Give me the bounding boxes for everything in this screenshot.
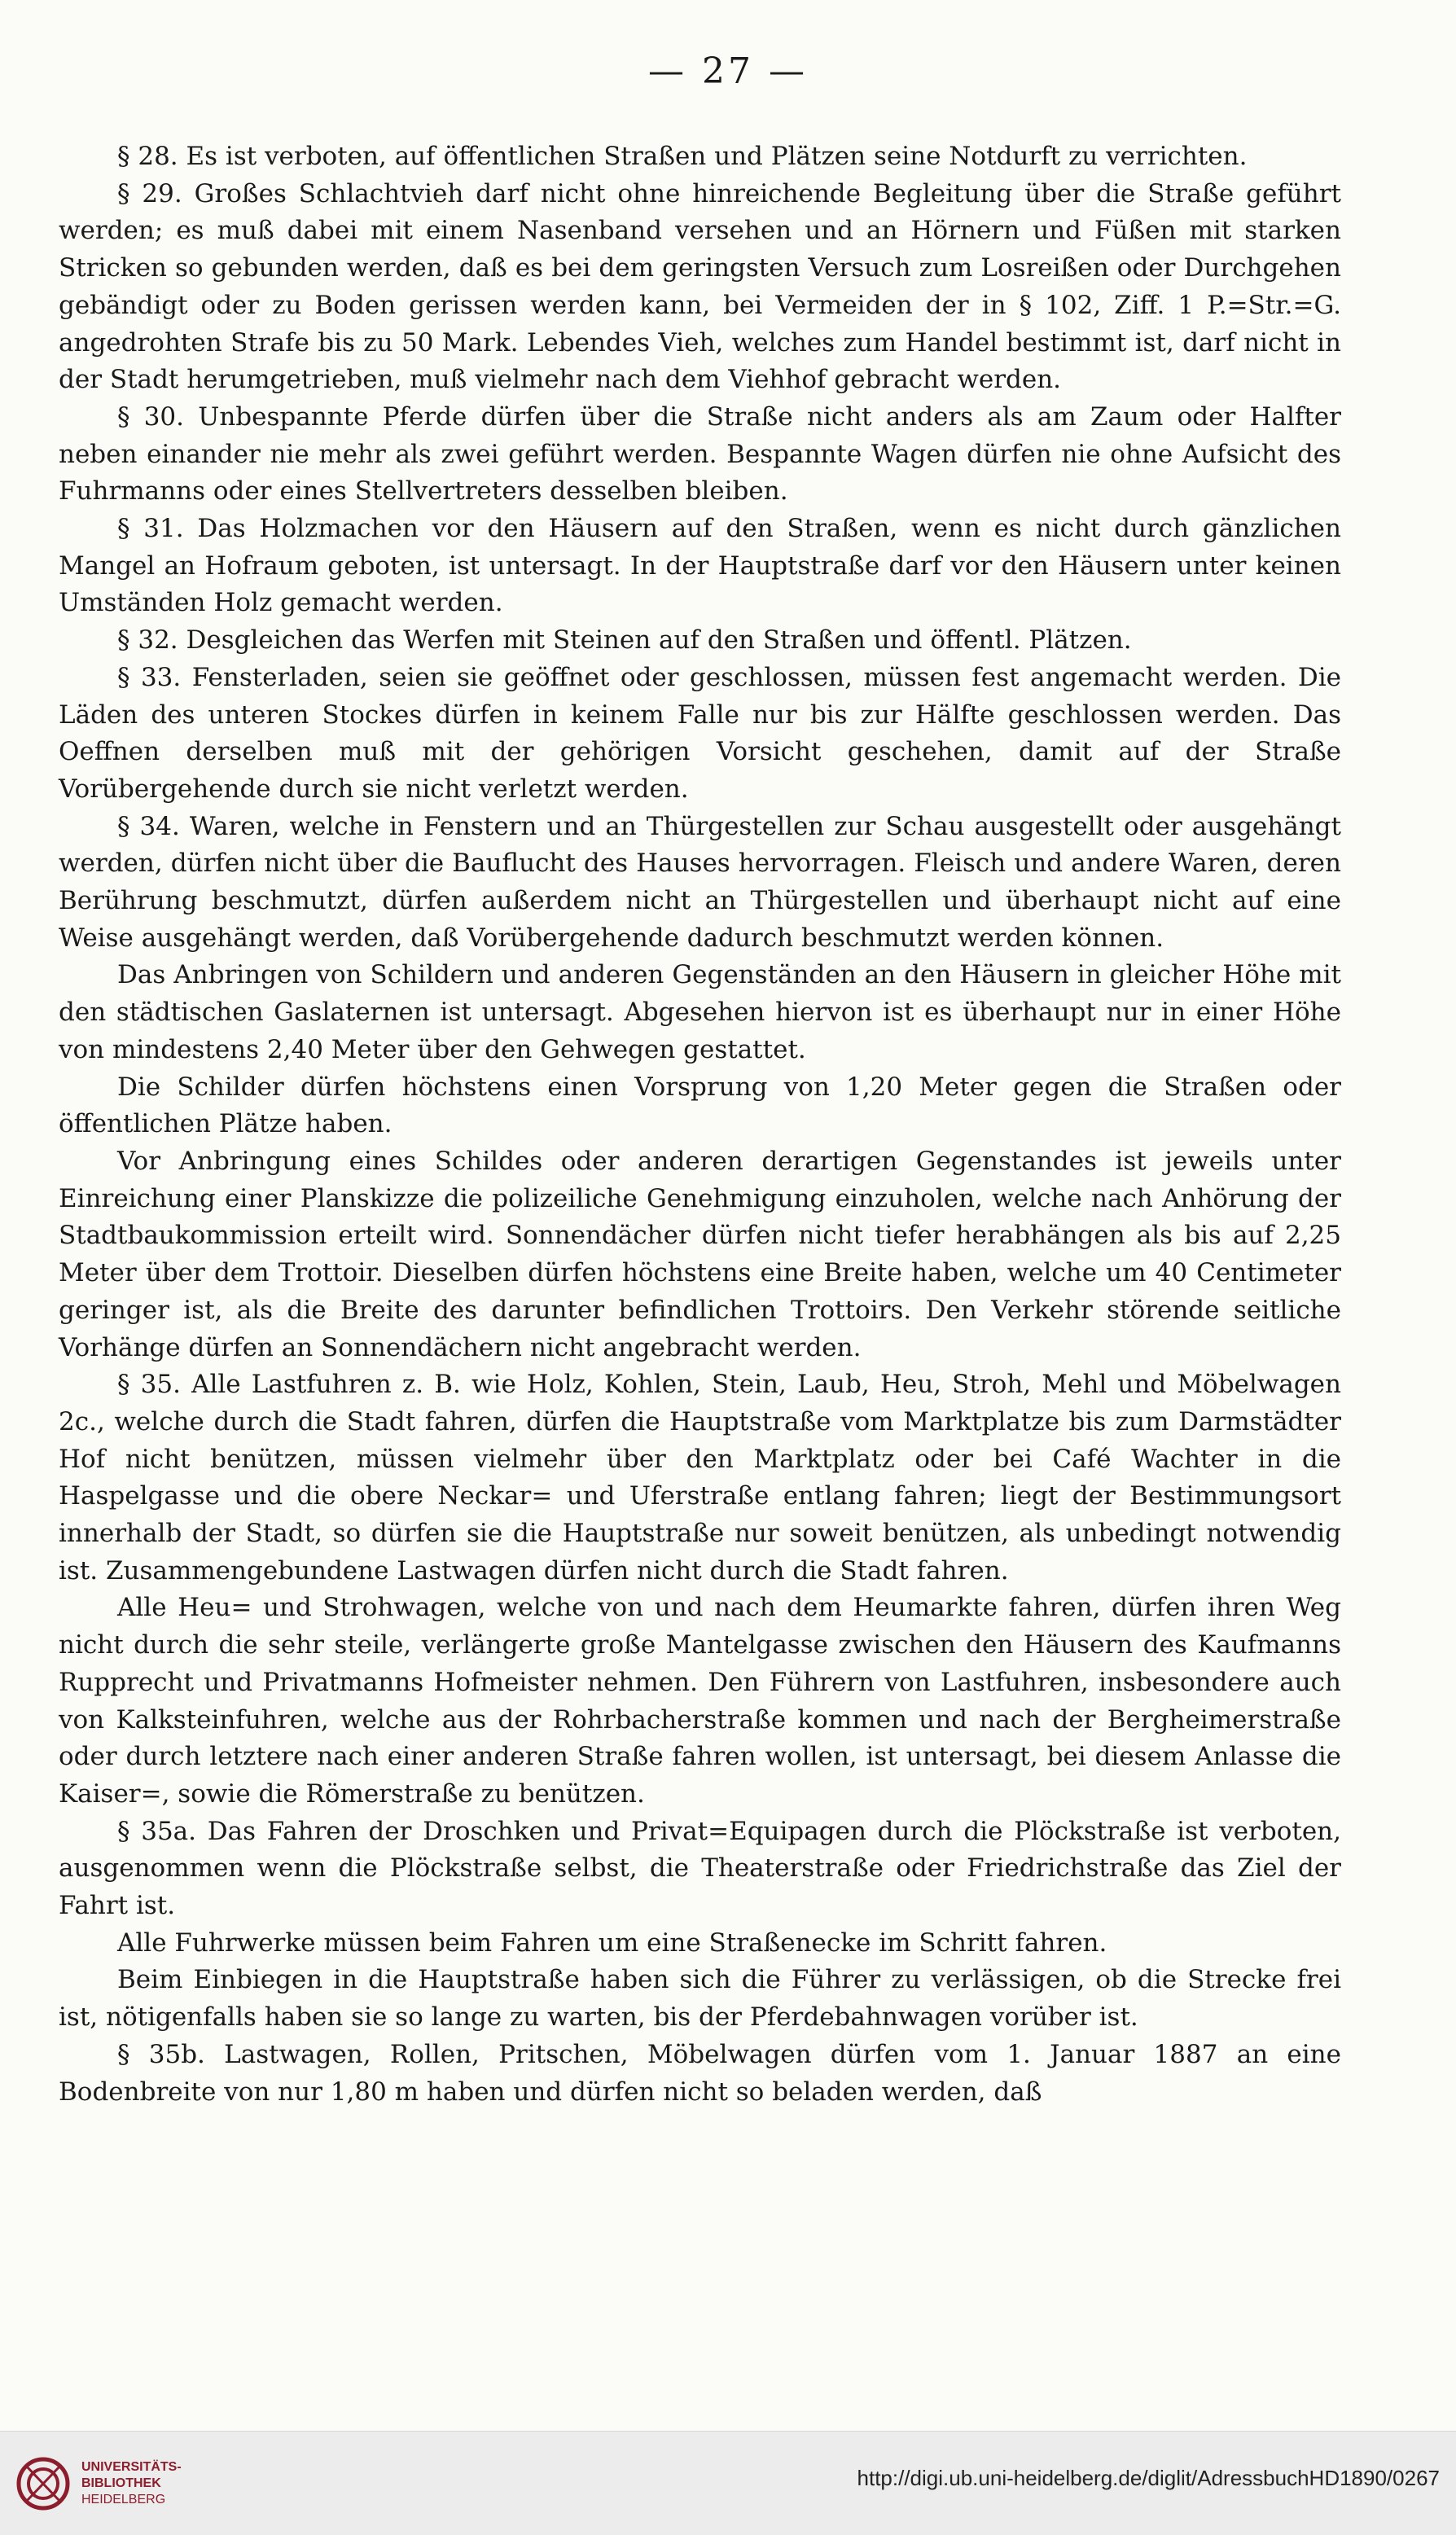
- paragraph-32: § 32. Desgleichen das Werfen mit Steinen auf den Straßen und öffentl. Plätzen.: [117, 625, 1132, 656]
- university-library-logo[interactable]: [15, 2448, 194, 2521]
- footer-bar: [0, 2431, 1456, 2535]
- paragraph-35a-main-street: Beim Einbiegen in die Hauptstraße haben sich die Führer zu verlässigen, ob die Strecke frei ist, nötigenfalls haben sie so lange zu warten, bis der Pferdebahnwagen vorüber ist.: [59, 1965, 1341, 2033]
- logo-line-3: HEIDELBERG: [81, 2493, 166, 2506]
- logo-line-1: UNIVERSITÄTS-: [81, 2460, 182, 2474]
- paragraph-34-permission: Vor Anbringung eines Schildes oder anderen derartigen Gegenstandes ist jeweils unter Einreichung einer Planskizze die polizeiliche Genehmigung einzuholen, welche nach Anhörung der Stadtbaukommission erteilt wird. Sonnendächer dürfen nicht tiefer herabhängen als bis auf 2,25 Meter über dem Trottoir. Dieselben dürfen höchstens eine Breite haben, welche um 40 Centimeter geringer ist, als die Breite des darunter befindlichen Trottoirs. Den Verkehr störende seitliche Vorhänge dürfen an Sonnendächern nicht angebracht werden.: [59, 1146, 1341, 1362]
- paragraph-35: § 35. Alle Lastfuhren z. B. wie Holz, Kohlen, Stein, Laub, Heu, Stroh, Mehl und Möbelwagen 2c., welche durch die Stadt fahren, dürfen die Hauptstraße vom Marktplatze bis zum Darmstädter Hof nicht benützen, müssen vielmehr über den Marktplatz oder bei Café Wachter in die Haspelgasse und die obere Neckar= und Uferstraße entlang fahren; liegt der Bestimmungsort innerhalb der Stadt, so dürfen sie die Hauptstraße nur soweit benützen, als unbedingt notwendig ist. Zusammengebundene Lastwagen dürfen nicht durch die Stadt fahren.: [59, 1370, 1341, 1585]
- logo-text: [81, 2459, 182, 2508]
- page-text: [59, 138, 1341, 2111]
- logo-line-2: BIBLIOTHEK: [81, 2476, 161, 2490]
- paragraph-29: § 29. Großes Schlachtvieh darf nicht ohne hinreichende Begleitung über die Straße geführt werden; es muß dabei mit einem Nasenband versehen und an Hörnern und Füßen mit starken Stricken so gebunden werden, daß es bei dem geringsten Versuch zum Losreißen oder Durchgehen gebändigt oder zu Boden gerissen werden kann, bei Vermeiden der in § 102, Ziff. 1 P.=Str.=G. angedrohten Strafe bis zu 50 Mark. Lebendes Vieh, welches zum Handel bestimmt ist, darf nicht in der Stadt herumgetrieben, muß vielmehr nach dem Viehhof gebracht werden.: [59, 178, 1341, 395]
- library-seal-icon: [15, 2449, 72, 2518]
- paragraph-34-sign-projection: Die Schilder dürfen höchstens einen Vorsprung von 1,20 Meter gegen die Straßen oder öffentlichen Plätze haben.: [59, 1072, 1341, 1139]
- paragraph-34: § 34. Waren, welche in Fenstern und an Thürgestellen zur Schau ausgestellt oder ausgehängt werden, dürfen nicht über die Bauflucht des Hauses hervorragen. Fleisch und andere Waren, deren Berührung beschmutzt, dürfen außerdem nicht an Thürgestellen und überhaupt nicht auf eine Weise ausgehängt werden, daß Vorübergehende dadurch beschmutzt werden können.: [59, 811, 1341, 953]
- paragraph-30: § 30. Unbespannte Pferde dürfen über die Straße nicht anders als am Zaum oder Halfter neben einander nie mehr als zwei geführt werden. Bespannte Wagen dürfen nie ohne Aufsicht des Fuhrmanns oder eines Stellvertreters desselben bleiben.: [59, 401, 1341, 507]
- paragraph-35a-corners: Alle Fuhrwerke müssen beim Fahren um eine Straßenecke im Schritt fahren.: [117, 1928, 1107, 1958]
- page-number: — 27 —: [648, 50, 808, 92]
- paragraph-28: § 28. Es ist verboten, auf öffentlichen Straßen und Plätzen seine Notdurft zu verrichten.: [117, 142, 1248, 171]
- paragraph-31: § 31. Das Holzmachen vor den Häusern auf den Straßen, wenn es nicht durch gänzlichen Mangel an Hofraum geboten, ist untersagt. In der Hauptstraße darf vor den Häusern unter keinen Umständen Holz gemacht werden.: [59, 514, 1341, 618]
- source-url-link[interactable]: http://digi.ub.uni-heidelberg.de/diglit/AdressbuchHD1890/0267: [857, 2466, 1440, 2490]
- paragraph-35-hay-wagons: Alle Heu= und Strohwagen, welche von und nach dem Heumarkte fahren, dürfen ihren Weg nicht durch die sehr steile, verlängerte große Mantelgasse zwischen den Häusern des Kaufmanns Rupprecht und Privatmanns Hofmeister nehmen. Den Führern von Lastfuhren, insbesondere auch von Kalksteinfuhren, welche aus der Rohrbacherstraße kommen und nach der Bergheimerstraße oder durch letztere nach einer anderen Straße fahren wollen, ist untersagt, bei diesem Anlasse die Kaiser=, sowie die Römerstraße zu benützen.: [59, 1593, 1341, 1809]
- paragraph-34-signs: Das Anbringen von Schildern und anderen Gegenständen an den Häusern in gleicher Höhe mit den städtischen Gaslaternen ist untersagt. Abgesehen hiervon ist es überhaupt nur in einer Höhe von mindestens 2,40 Meter über den Gehwegen gestattet.: [59, 960, 1341, 1064]
- paragraph-35b: § 35b. Lastwagen, Rollen, Pritschen, Möbelwagen dürfen vom 1. Januar 1887 an eine Bodenbreite von nur 1,80 m haben und dürfen nicht so beladen werden, daß: [59, 2039, 1341, 2107]
- paragraph-33: § 33. Fensterladen, seien sie geöffnet oder geschlossen, müssen fest angemacht werden. Die Läden des unteren Stockes dürfen in keinem Falle nur bis zur Hälfte geschlossen werden. Das Oeffnen derselben muß mit der gehörigen Vorsicht geschehen, damit auf der Straße Vorübergehende durch sie nicht verletzt werden.: [59, 662, 1341, 804]
- paragraph-35a: § 35a. Das Fahren der Droschken und Privat=Equipagen durch die Plöckstraße ist verboten, ausgenommen wenn die Plöckstraße selbst, die Theaterstraße oder Friedrichstraße das Ziel der Fahrt ist.: [59, 1816, 1341, 1921]
